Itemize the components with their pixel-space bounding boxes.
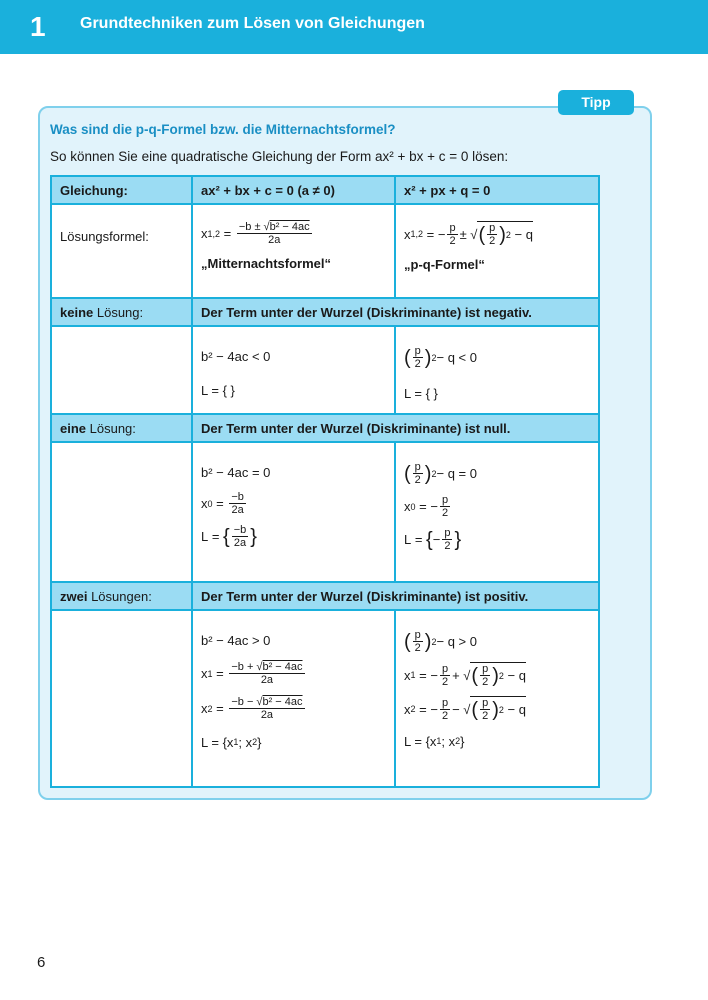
formula-row bbox=[51, 204, 599, 298]
one-solution-condition-right: ( $\frac{p}{2}$ ) 2 − q = 0 bbox=[404, 461, 477, 486]
formula-table bbox=[50, 175, 600, 788]
two-solutions-row bbox=[51, 610, 599, 787]
tip-question: Was sind die p-q-Formel bzw. die Mitternachtsformel? bbox=[50, 122, 396, 137]
no-solution-condition-right: ( $\frac{p}{2}$ ) 2 − q < 0 bbox=[404, 345, 477, 370]
two-solutions-x2-right: x 2 = − $\frac{p}{2}$ − √ ( $\frac{p}{2}$ ) 2 − q bbox=[404, 696, 526, 722]
one-solution-x0-left: x 0 = $\frac{-b}{2a}$ bbox=[201, 491, 244, 516]
pq-formula-cell bbox=[395, 204, 599, 298]
two-solutions-x2-left: x 2 = $\frac{\text{−b − √b² − 4ac}}{2a}$ bbox=[201, 696, 303, 721]
no-solution-header-row bbox=[51, 298, 599, 326]
tip-intro: So können Sie eine quadratische Gleichung der Form ax² + bx + c = 0 lösen: bbox=[50, 149, 509, 164]
two-solutions-condition-right: ( $\frac{p}{2}$ ) 2 − q > 0 bbox=[404, 629, 477, 654]
formula-label: Lösungsformel: bbox=[51, 204, 192, 298]
pq-formula-name: „p-q-Formel“ bbox=[404, 257, 485, 272]
header-cell-general: ax² + bx + c = 0 (a ≠ 0) bbox=[192, 176, 395, 204]
two-solutions-condition-left: b² − 4ac > 0 bbox=[201, 632, 271, 648]
two-solutions-label: zwei Lösungen: bbox=[51, 582, 192, 610]
one-solution-condition-left: b² − 4ac = 0 bbox=[201, 464, 271, 480]
pq-formula: x 1,2 = − $\frac{p}{2}$ ± √ ( $\frac{p}{2}$ ) 2 − q bbox=[404, 221, 533, 247]
one-solution-label: eine Lösung: bbox=[51, 414, 192, 442]
one-solution-text: Der Term unter der Wurzel (Diskriminante) ist null. bbox=[192, 414, 599, 442]
one-solution-x0-right: x 0 = − $\frac{p}{2}$ bbox=[404, 494, 449, 519]
no-solution-condition-left: b² − 4ac < 0 bbox=[201, 348, 271, 364]
chapter-title: Grundtechniken zum Lösen von Gleichungen bbox=[80, 15, 425, 32]
no-solution-set-left: L = { } bbox=[201, 382, 235, 398]
no-solution-text: Der Term unter der Wurzel (Diskriminante) ist negativ. bbox=[192, 298, 599, 326]
no-solution-row bbox=[51, 326, 599, 414]
header-cell-equation: Gleichung: bbox=[51, 176, 192, 204]
no-solution-set-right: L = { } bbox=[404, 385, 438, 401]
two-solutions-text: Der Term unter der Wurzel (Diskriminante) ist positiv. bbox=[192, 582, 599, 610]
two-solutions-x1-right: x 1 = − $\frac{p}{2}$ + √ ( $\frac{p}{2}$ ) 2 − q bbox=[404, 662, 526, 688]
page-number: 6 bbox=[37, 954, 46, 971]
two-solutions-header-row bbox=[51, 582, 599, 610]
midnight-formula-cell bbox=[192, 204, 395, 298]
two-solutions-x1-left: x 1 = $\frac{\text{−b + √b² − 4ac}}{2a}$ bbox=[201, 661, 303, 686]
chapter-header bbox=[0, 0, 708, 54]
no-solution-label: keine Lösung: bbox=[51, 298, 192, 326]
tip-label: Tipp bbox=[558, 90, 634, 115]
midnight-formula-name: „Mitternachtsformel“ bbox=[201, 256, 332, 271]
one-solution-set-right: L = { − $\frac{p}{2}$ } bbox=[404, 527, 462, 552]
one-solution-row bbox=[51, 442, 599, 582]
table-header-row bbox=[51, 176, 599, 204]
two-solutions-set-left: L = {x 1 ; x 2 } bbox=[201, 734, 262, 750]
chapter-number: 1 bbox=[30, 11, 46, 42]
one-solution-header-row bbox=[51, 414, 599, 442]
one-solution-set-left: L = { $\frac{-b}{2a}$ } bbox=[201, 524, 257, 549]
midnight-formula: x 1,2 = $\frac{\text{−b ± √b² − 4ac}}{2a}$ bbox=[201, 221, 310, 246]
two-solutions-set-right: L = {x 1 ; x 2 } bbox=[404, 733, 465, 749]
header-cell-normal: x² + px + q = 0 bbox=[395, 176, 599, 204]
